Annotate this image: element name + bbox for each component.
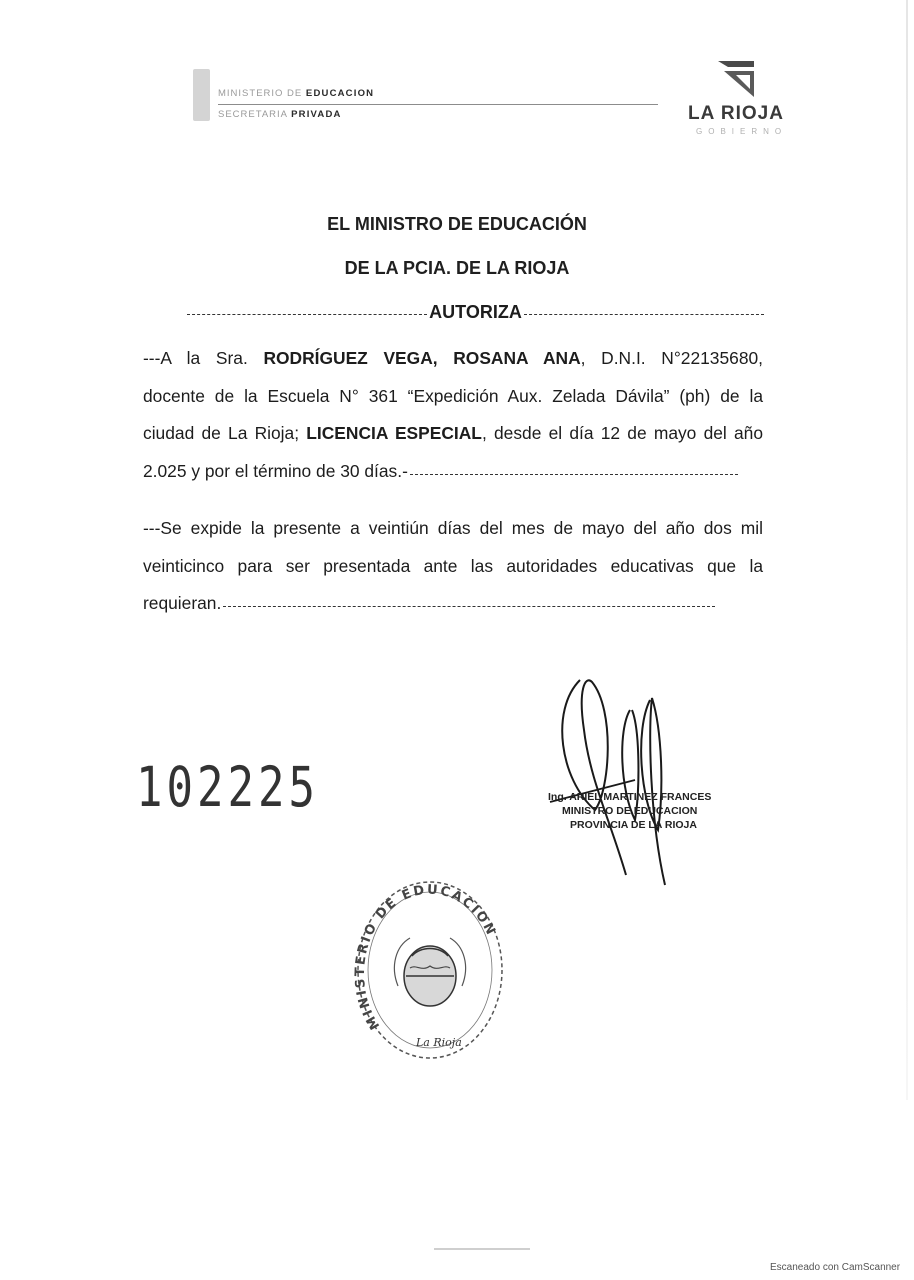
paragraph-line <box>143 415 763 453</box>
logo-subtitle: GOBIERNO <box>696 127 788 136</box>
scanner-watermark: Escaneado con CamScanner <box>770 1262 901 1273</box>
official-seal <box>350 876 510 1066</box>
paragraph-line: veinticinco para ser presentada ante las autoridades educativas que la <box>143 555 763 576</box>
svg-text:La Rioja: La Rioja <box>416 1036 462 1049</box>
text-span: , desde el día 12 de mayo del año <box>481 423 764 443</box>
document-title-line1: EL MINISTRO DE EDUCACIÓN <box>327 214 587 234</box>
page-edge <box>906 0 908 1100</box>
letterhead-rule <box>218 104 658 105</box>
dni-text: , D.N.I. N°22135680, <box>580 348 763 368</box>
text-span: ciudad de La Rioja; <box>143 423 300 443</box>
letterhead-ministry <box>218 88 374 99</box>
logo-text: LA RIOJA <box>688 103 784 124</box>
text-span: requieran. <box>143 593 222 613</box>
ministry-prefix: MINISTERIO DE <box>218 88 303 99</box>
document-number: 102225 <box>136 756 319 820</box>
license-type: LICENCIA ESPECIAL <box>306 423 482 443</box>
svg-text:MINISTERIO DE EDUCACION: MINISTERIO DE EDUCACION <box>352 882 499 1032</box>
signatory-title: MINISTRO DE EDUCACION <box>562 805 698 817</box>
ministry-name: EDUCACION <box>305 88 375 99</box>
authorization-paragraph <box>143 340 763 490</box>
letterhead-bar <box>193 69 210 121</box>
dashed-filler <box>410 474 738 475</box>
dashed-filler <box>524 314 764 315</box>
handwritten-signature <box>540 670 720 890</box>
footer-rule <box>434 1248 530 1250</box>
letterhead-secretary <box>218 109 342 120</box>
text-span: 2.025 y por el término de 30 días.- <box>143 460 408 481</box>
autoriza-word: AUTORIZA <box>429 302 522 322</box>
dashed-filler <box>223 606 715 607</box>
paragraph-line: docente de la Escuela N° 361 “Expedición Aux. Zelada Dávila” (ph) de la <box>143 385 763 406</box>
paragraph-line <box>143 340 763 378</box>
issuance-paragraph <box>143 510 763 623</box>
secretary-prefix: SECRETARIA <box>218 109 288 120</box>
la-rioja-logo-icon <box>714 57 760 101</box>
dashed-filler <box>187 314 427 315</box>
paragraph-line <box>143 585 763 623</box>
paragraph-line <box>143 453 763 491</box>
signatory-province: PROVINCIA DE LA RIOJA <box>570 819 697 831</box>
autoriza-line <box>187 302 764 323</box>
teacher-name: RODRÍGUEZ VEGA, ROSANA ANA <box>263 348 581 368</box>
paragraph-line: ---Se expide la presente a veintiún días del mes de mayo del año dos mil <box>143 518 763 538</box>
signatory-block <box>548 790 711 832</box>
signatory-name: Ing. ARIEL MARTINEZ FRANCES <box>548 791 712 803</box>
text-span: ---A la Sra. <box>143 348 248 368</box>
document-title-line2: DE LA PCIA. DE LA RIOJA <box>344 258 570 278</box>
secretary-name: PRIVADA <box>291 109 342 120</box>
